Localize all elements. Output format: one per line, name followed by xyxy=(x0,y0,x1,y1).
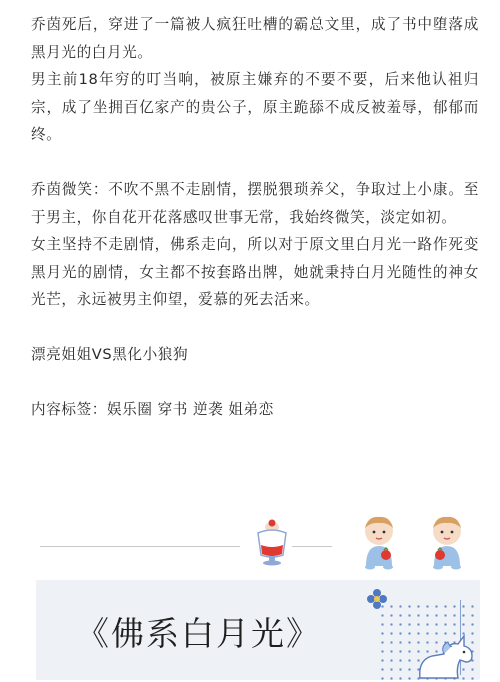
divider-line-right xyxy=(292,546,332,547)
toddler-with-strawberry-icon xyxy=(424,514,470,570)
paragraph-5: 漂亮姐姐VS黑化小狼狗 xyxy=(31,346,189,363)
book-title: 《佛系白月光》 xyxy=(76,614,321,653)
blue-flower-icon xyxy=(366,588,388,610)
divider-line-left xyxy=(40,546,240,547)
tag-item: 姐弟恋 xyxy=(228,401,274,418)
paragraph-3: 乔茵微笑：不吹不黑不走剧情，摆脱猥琐养父，争取过上小康。至于男主，你自花开花落感叹世事无常，我始终微笑，淡定如初。 xyxy=(31,181,479,226)
synopsis-text xyxy=(31,11,479,424)
paragraph-1: 乔茵死后，穿进了一篇被人疯狂吐槽的霸总文里，成了书中堕落成黑月光的白月光。 xyxy=(31,16,479,61)
blank-line xyxy=(31,314,479,342)
tag-list xyxy=(107,401,279,418)
toddler-with-strawberry-icon xyxy=(356,514,402,570)
tag-item: 逆袭 xyxy=(192,401,224,418)
paragraph-2: 男主前18年穷的叮当响，被原主嫌弃的不要不要，后来他认祖归宗，成了坐拥百亿家产的贵公子，原主跪舔不成反被羞辱，郁郁而终。 xyxy=(31,71,479,143)
blank-line xyxy=(31,369,479,397)
unicorn-icon xyxy=(414,632,480,680)
content-tags xyxy=(31,396,479,424)
blank-line xyxy=(31,149,479,177)
tags-label: 内容标签： xyxy=(31,401,107,418)
paragraph-4: 女主坚持不走剧情，佛系走向，所以对于原文里白月光一路作死变黑月光的剧情，女主都不按套路出牌，她就秉持白月光随性的神女光芒，永远被男主仰望，爱慕的死去活来。 xyxy=(31,236,479,308)
tag-item: 娱乐圈 xyxy=(106,401,153,418)
ice-cream-sundae-icon xyxy=(252,517,292,567)
tag-item: 穿书 xyxy=(157,401,188,418)
book-title-card xyxy=(36,580,480,680)
